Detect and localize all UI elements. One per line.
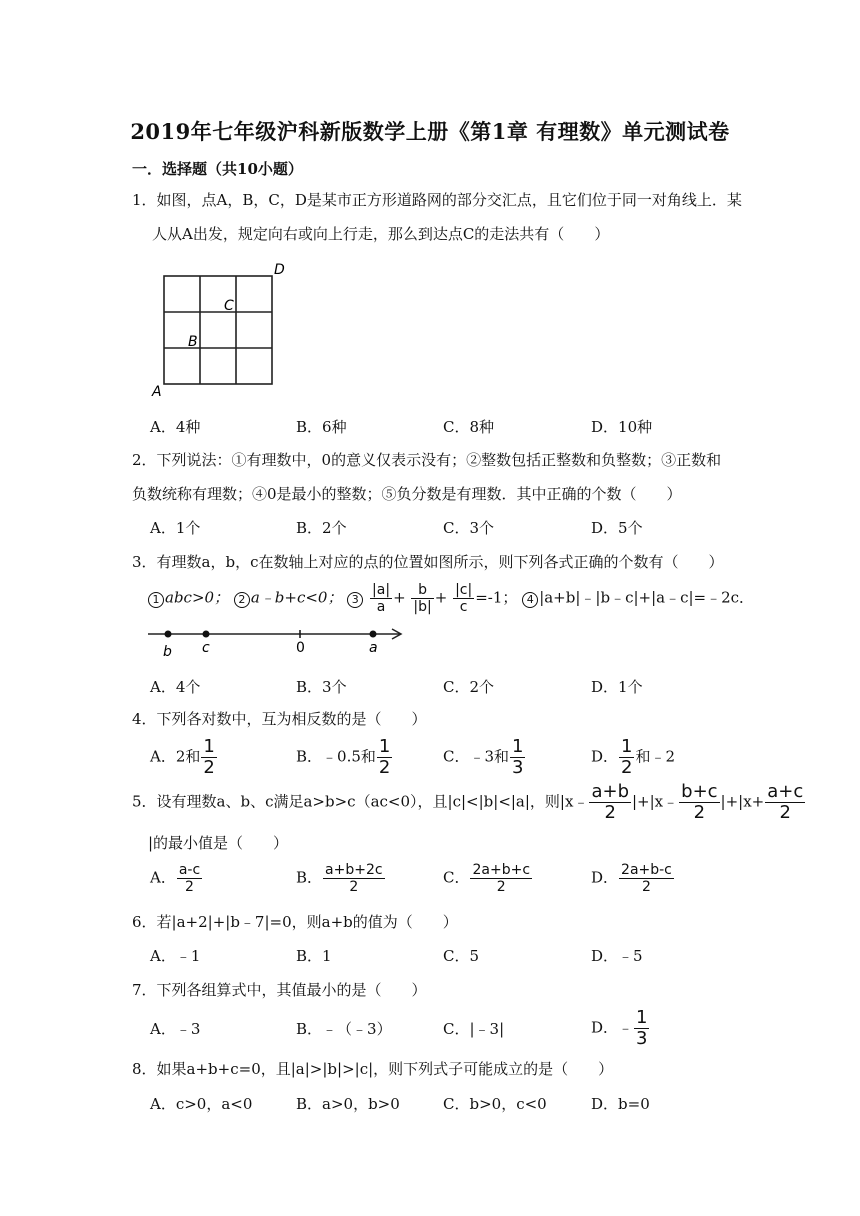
q3-statement-3-end: =-1； [475,588,518,607]
q3-text-line1: 3．有理数a，b，c在数轴上对应的点的位置如图所示，则下列各式正确的个数有（ ） [132,553,724,571]
q2-option-c[interactable]: C．3个 [443,519,495,537]
q7-option-c[interactable]: C．|﹣3| [443,1020,505,1038]
q2-text-line1: 2．下列说法：①有理数中，0的意义仅表示没有；②整数包括正整数和负整数；③正数和 [132,451,722,469]
q5-frac-a: $\frac{a-c}{2}$ [178,862,201,895]
q2-text-line2: 负数统称有理数；④0是最小的整数；⑤负分数是有理数．其中正确的个数（ ） [132,485,682,503]
q1-grid-figure [140,258,300,400]
section-heading: 一．选择题（共10小题） [132,160,303,178]
point-b [165,631,172,638]
q1-text-line1: 1．如图，点A，B，C，D是某市正方形道路网的部分交汇点，且它们位于同一对角线上．某 [132,191,742,209]
grid-label-d: D [274,262,285,278]
fraction-one-third: $\frac{1}{3}$ [512,736,524,778]
q1-option-c[interactable]: C．8种 [443,418,495,436]
q7-option-b[interactable]: B．﹣（﹣3） [296,1020,392,1038]
q6-option-b[interactable]: B．1 [296,947,332,965]
q8-option-b[interactable]: B．a>0，b>0 [296,1095,400,1113]
q3-fraction-a: $\frac{|a|}{a}$ [372,582,391,615]
q5-frac-d: $\frac{2a+b-c}{2}$ [621,862,672,895]
q4-option-c[interactable]: C．﹣3和 $\frac{1}{3}$ [443,736,524,778]
q4-text-line1: 4．下列各对数中，互为相反数的是（ ） [132,710,427,728]
q4-option-d[interactable]: D． $\frac{1}{2}$ 和﹣2 [591,736,676,778]
q5-fraction-1: $\frac{a+b}{2}$ [591,781,629,823]
nl-label-b: b [163,644,172,660]
q1-option-d[interactable]: D．10种 [591,418,653,436]
q4-option-b[interactable]: B．﹣0.5和 $\frac{1}{2}$ [296,736,391,778]
q4-option-a[interactable]: A．2和 $\frac{1}{2}$ [150,736,215,778]
circled-3: 3 [347,592,363,608]
q5-frac-c: $\frac{2a+b+c}{2}$ [472,862,531,895]
q8-text-line1: 8．如果a+b+c=0，且|a|>|b|>|c|，则下列式子可能成立的是（ ） [132,1060,614,1078]
q3-statement-1: abc>0； [165,588,230,607]
q5-fraction-2: $\frac{b+c}{2}$ [681,781,718,823]
q5-text-line2: |的最小值是（ ） [148,834,289,852]
q3-statements: 1 abc>0； 2 a﹣b+c<0； 3 $\frac{|a|}{a}$ + $\frac{b}{|b|}$ + $\frac{|c|}{c}$ =-1； 4 |a+b|﹣|b﹣c|+|a﹣c|=﹣2c． [148,582,754,615]
q8-option-c[interactable]: C．b>0，c<0 [443,1095,547,1113]
circled-1: 1 [148,592,164,608]
q1-text-line2: 人从A出发，规定向右或向上行走，那么到达点C的走法共有（ ） [152,225,610,243]
q2-option-a[interactable]: A．1个 [150,519,201,537]
fraction-one-half: $\frac{1}{2}$ [621,736,633,778]
q3-option-a[interactable]: A．4个 [150,678,201,696]
q3-number-line [146,624,408,660]
q6-option-a[interactable]: A．﹣1 [150,947,201,965]
q5-frac-b: $\frac{a+b+2c}{2}$ [325,862,383,895]
grid-label-b: B [188,334,198,350]
point-a [370,631,377,638]
q2-option-d[interactable]: D．5个 [591,519,643,537]
q7-option-d[interactable]: D．﹣ $\frac{1}{3}$ [591,1007,648,1049]
q7-option-a[interactable]: A．﹣3 [150,1020,201,1038]
q1-option-a[interactable]: A．4种 [150,418,201,436]
q5-text-line1: 5．设有理数a、b、c满足a>b>c（ac<0），且|c|<|b|<|a|，则|x﹣ $\frac{a+b}{2}$ |+|x﹣ $\frac{b+c}{2}$ |+|x+ $\frac{a+c}{2}$ [132,781,804,823]
q8-option-a[interactable]: A．c>0，a<0 [150,1095,253,1113]
fraction-one-half: $\frac{1}{2}$ [378,736,391,778]
q6-option-c[interactable]: C．5 [443,947,480,965]
fraction-one-third: $\frac{1}{3}$ [636,1007,648,1049]
grid-label-c: C [224,298,234,314]
q1-option-b[interactable]: B．6种 [296,418,347,436]
q2-option-b[interactable]: B．2个 [296,519,347,537]
circled-4: 4 [522,592,538,608]
nl-label-0: 0 [296,640,305,656]
q5-option-c[interactable]: C． $\frac{2a+b+c}{2}$ [443,862,531,895]
q5-option-a[interactable]: A． $\frac{a-c}{2}$ [150,862,201,895]
q5-option-b[interactable]: B． $\frac{a+b+2c}{2}$ [296,862,383,895]
q6-option-d[interactable]: D．﹣5 [591,947,643,965]
circled-2: 2 [234,592,250,608]
q6-text-line1: 6．若|a+2|+|b﹣7|=0，则a+b的值为（ ） [132,913,458,931]
q8-option-d[interactable]: D．b=0 [591,1095,650,1113]
point-c [203,631,210,638]
q7-text-line1: 7．下列各组算式中，其值最小的是（ ） [132,981,427,999]
page-title: 2019年七年级沪科新版数学上册《第1章 有理数》单元测试卷 [130,119,730,144]
q5-fraction-3: $\frac{a+c}{2}$ [767,781,804,823]
q3-fraction-b: $\frac{b}{|b|}$ [413,582,432,615]
q5-option-d[interactable]: D． $\frac{2a+b-c}{2}$ [591,862,672,895]
q3-option-b[interactable]: B．3个 [296,678,347,696]
q3-option-c[interactable]: C．2个 [443,678,495,696]
grid-label-a: A [152,384,162,400]
q3-option-d[interactable]: D．1个 [591,678,643,696]
q3-fraction-c: $\frac{|c|}{c}$ [455,582,473,615]
q3-statement-2: a﹣b+c<0； [250,588,343,607]
fraction-one-half: $\frac{1}{2}$ [203,736,215,778]
nl-label-c: c [202,640,210,656]
nl-label-a: a [369,640,378,656]
q3-statement-4: |a+b|﹣|b﹣c|+|a﹣c|=﹣2c． [539,588,755,607]
